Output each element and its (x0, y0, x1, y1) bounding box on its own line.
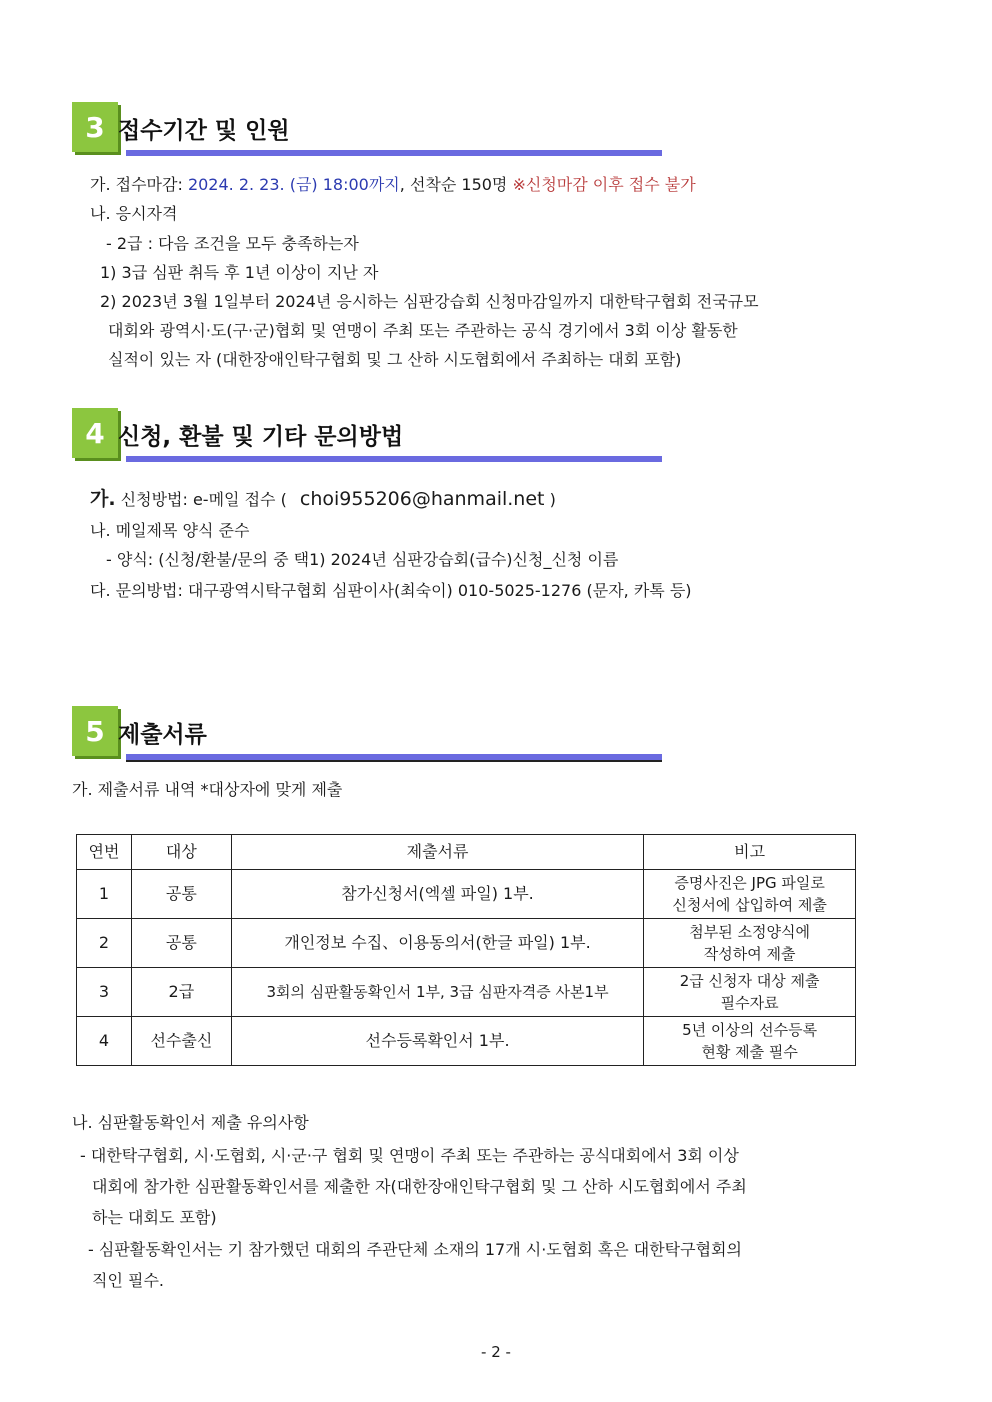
qualification-title: 나. 응시자격 (90, 204, 178, 223)
table-row (77, 870, 856, 919)
subject-format: - 양식: (신청/환불/문의 중 택1) 2024년 심판강습회(급수)신청_신청 이름 (106, 550, 619, 569)
cell-documents: 참가신청서(엑셀 파일) 1부. (231, 870, 643, 919)
email-address: choi955206@hanmail.net (299, 488, 545, 510)
method-label: 가. (90, 488, 116, 510)
note-2-line-2: 직인 필수. (92, 1271, 164, 1290)
header-target: 대상 (131, 835, 231, 870)
cell-documents: 선수등록확인서 1부. (231, 1017, 643, 1066)
table-header-row (77, 835, 856, 870)
cell-no: 1 (77, 870, 132, 919)
section-number-badge: 5 (72, 706, 118, 756)
documents-table (76, 834, 856, 1066)
title-underline (126, 150, 662, 156)
section-5-header (72, 706, 664, 762)
section-3-header (72, 102, 664, 158)
method-text: 신청방법: e-메일 접수 ( (115, 490, 292, 509)
cell-target: 선수출신 (131, 1017, 231, 1066)
title-underline (126, 456, 662, 462)
cell-remarks: 5년 이상의 선수등록 현황 제출 필수 (644, 1017, 856, 1066)
section-4-header (72, 408, 664, 464)
deadline-warning: ※신청마감 이후 접수 불가 (512, 175, 696, 194)
method-close: ) (544, 490, 556, 509)
table-row (77, 919, 856, 968)
grade-line: - 2급 : 다음 조건을 모두 충족하는자 (106, 234, 359, 253)
section-title: 제출서류 (118, 722, 207, 748)
section-title: 접수기간 및 인원 (118, 118, 290, 144)
deadline-prefix: 가. 접수마감: (90, 175, 188, 194)
table-row (77, 1017, 856, 1066)
table-row (77, 968, 856, 1017)
header-no: 연번 (77, 835, 132, 870)
cell-no: 3 (77, 968, 132, 1017)
condition-2-line-2: 대회와 광역시·도(구·군)협회 및 연맹이 주최 또는 주관하는 공식 경기에서 3회 이상 활동한 (108, 321, 738, 340)
cell-documents: 개인정보 수집、이용동의서(한글 파일) 1부. (231, 919, 643, 968)
documents-list-title: 가. 제출서류 내역 *대상자에 맞게 제출 (72, 780, 343, 799)
note-1-line-1: - 대한탁구협회, 시·도협회, 시·군·구 협회 및 연맹이 주최 또는 주관하는 공식대회에서 3회 이상 (80, 1146, 739, 1165)
condition-2-line-3: 실적이 있는 자 (대한장애인탁구협회 및 그 산하 시도협회에서 주최하는 대회 포함) (108, 350, 682, 369)
note-1-line-3: 하는 대회도 포함) (92, 1208, 217, 1227)
cell-target: 2급 (131, 968, 231, 1017)
cell-target: 공통 (131, 870, 231, 919)
subject-title: 나. 메일제목 양식 준수 (90, 521, 250, 540)
cell-target: 공통 (131, 919, 231, 968)
notes-title: 나. 심판활동확인서 제출 유의사항 (72, 1113, 309, 1132)
note-1-line-2: 대회에 참가한 심판활동확인서를 제출한 자(대한장애인탁구협회 및 그 산하 시도협회에서 주최 (92, 1177, 747, 1196)
title-underline-dark (126, 760, 662, 762)
header-remarks: 비고 (644, 835, 856, 870)
cell-documents: 3회의 심판활동확인서 1부, 3급 심판자격증 사본1부 (231, 968, 643, 1017)
method-line (90, 489, 556, 510)
section-number-badge: 4 (72, 408, 118, 458)
cell-remarks: 첨부된 소정양식에 작성하여 제출 (644, 919, 856, 968)
deadline-value: 2024. 2. 23. (금) 18:00까지 (187, 175, 400, 194)
contact-line: 다. 문의방법: 대구광역시탁구협회 심판이사(최숙이) 010-5025-1276 (문자, 카톡 등) (90, 581, 692, 600)
cell-remarks: 2급 신청자 대상 제출 필수자료 (644, 968, 856, 1017)
header-documents: 제출서류 (231, 835, 643, 870)
condition-2-line-1: 2) 2023년 3월 1일부터 2024년 응시하는 심판강습회 신청마감일까지 대한탁구협회 전국규모 (100, 292, 759, 311)
section-number-badge: 3 (72, 102, 118, 152)
condition-1: 1) 3급 심판 취득 후 1년 이상이 지난 자 (100, 263, 379, 282)
cell-remarks: 증명사진은 JPG 파일로 신청서에 삽입하여 제출 (644, 870, 856, 919)
deadline-line (90, 175, 696, 195)
note-2-line-1: - 심판활동확인서는 기 참가했던 대회의 주관단체 소재의 17개 시·도협회 혹은 대한탁구협회의 (88, 1240, 742, 1259)
cell-no: 2 (77, 919, 132, 968)
page-number: - 2 - (481, 1343, 511, 1361)
section-title: 신청, 환불 및 기타 문의방법 (118, 424, 404, 450)
deadline-capacity: , 선착순 150명 (399, 175, 513, 194)
cell-no: 4 (77, 1017, 132, 1066)
